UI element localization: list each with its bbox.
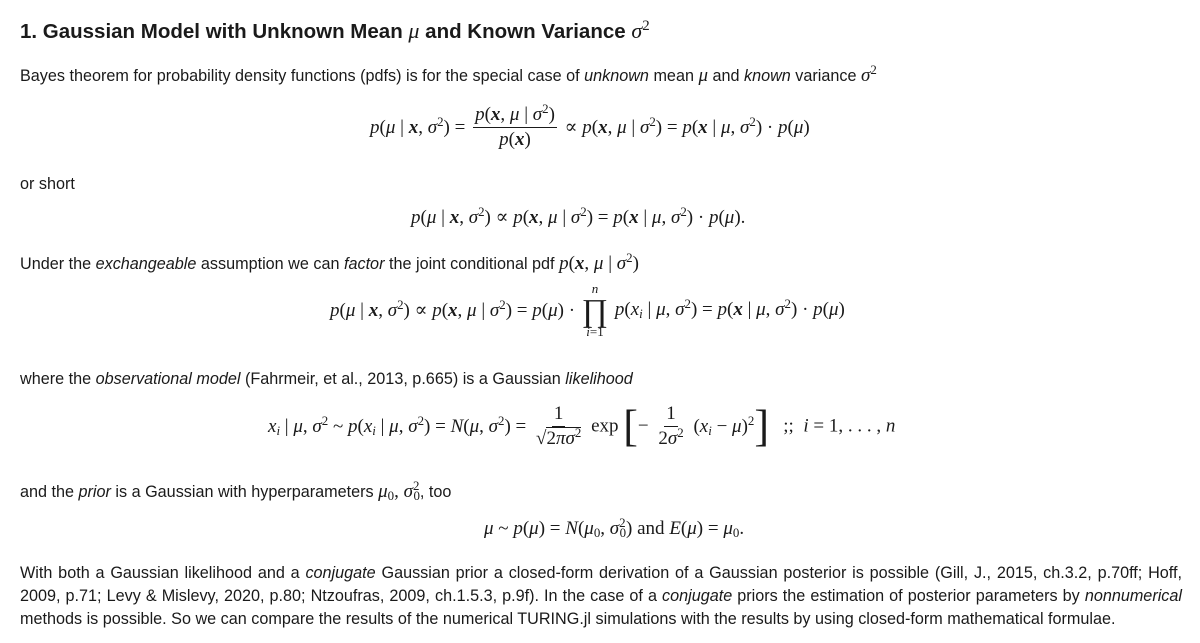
intro-paragraph: Bayes theorem for probability density functions (pdfs) is for the special case of unknown mean μ and known variance $\sigma^2$ [20, 61, 877, 86]
page-title: 1. Gaussian Model with Unknown Mean μ and Known Variance $\sigma^2$ [20, 17, 650, 43]
product-operator: n ∏ i=1 [581, 281, 609, 339]
prior-equation: μ ~ $p(\mu) = N(\mu_0$, $\sigma^2_0$) and $E(\mu) = \mu_0$. [484, 514, 745, 541]
factor-equation: p(μ | x, $\sigma^2) \propto p(x$, μ | $\sigma^2) = p(\mu)$ · n ∏ i=1 $p(x_i$ | μ, $\sigma^2) = p(x$ | μ, $\sigma^2) \cdot p(\mu)$ [330, 281, 845, 339]
bayes-equation: p(μ | x, $\sigma^2$) = $\frac{p(x, \mu | \sigma^2)}{p(x)}$ ∝ p(x, μ | $\sigma^2) = p(x$ | μ, $\sigma^2) \cdot p(\mu)$ [370, 100, 810, 150]
prior-paragraph: and the prior is a Gaussian with hyperparameters $\mu_0$, $\sigma^2_0$, too [20, 477, 452, 504]
or-short-text: or short [20, 175, 75, 193]
bayes-fraction: $\frac{p(x, \mu | \sigma^2)}{p(x)}$ [475, 100, 555, 150]
normalizing-fraction: $\frac{1}{√2\pi\sigma^2}$ [536, 403, 582, 449]
exponent-fraction: $\frac{1}{2\sigma^2}$ [658, 403, 684, 449]
observational-model-paragraph: where the observational model (Fahrmeir, et al., 2013, p.665) is a Gaussian likelihood [20, 370, 633, 388]
conjugate-paragraph: With both a Gaussian likelihood and a conjugate Gaussian prior a closed-form derivation of a Gaussian posterior is possible (Gill, J., 2015, ch.3.2, p.70ff; Hoff, 2009, p.71; Levy & Mislevy, 2020, p.80; Ntzoufras, 2009, ch.1.5.3, p.9f). In the case of a conjugate priors the estimation of posterior parameters by nonnumerical methods is possible. So we can compare the results of the numerical TURING.jl simulations with the results by using closed-form mathematical formulae. [20, 564, 1182, 628]
likelihood-equation: $x_i$ | μ, $\sigma^2$ ~ $p(x_i$ | μ, $\sigma^2) = N(\mu$, $\sigma^2$) = $\frac{1}{√2\pi\sigma^2}$ exp [− $\frac{1}{2\sigma^2}$ $(x_i - \mu)^2$] ;; i = 1, . . . , n [268, 401, 896, 451]
sigma-squared-symbol: $\sigma^2$ [631, 17, 650, 43]
exchangeable-paragraph: Under the exchangeable assumption we can factor the joint conditional pdf p(x, μ | $\sigma^2$) [20, 249, 639, 274]
mu-symbol: μ [408, 18, 420, 43]
short-equation: p(μ | x, $\sigma^2) \propto p(x$, μ | $\sigma^2) = p(x$ | μ, $\sigma^2) \cdot p(\mu)$. [411, 203, 746, 228]
